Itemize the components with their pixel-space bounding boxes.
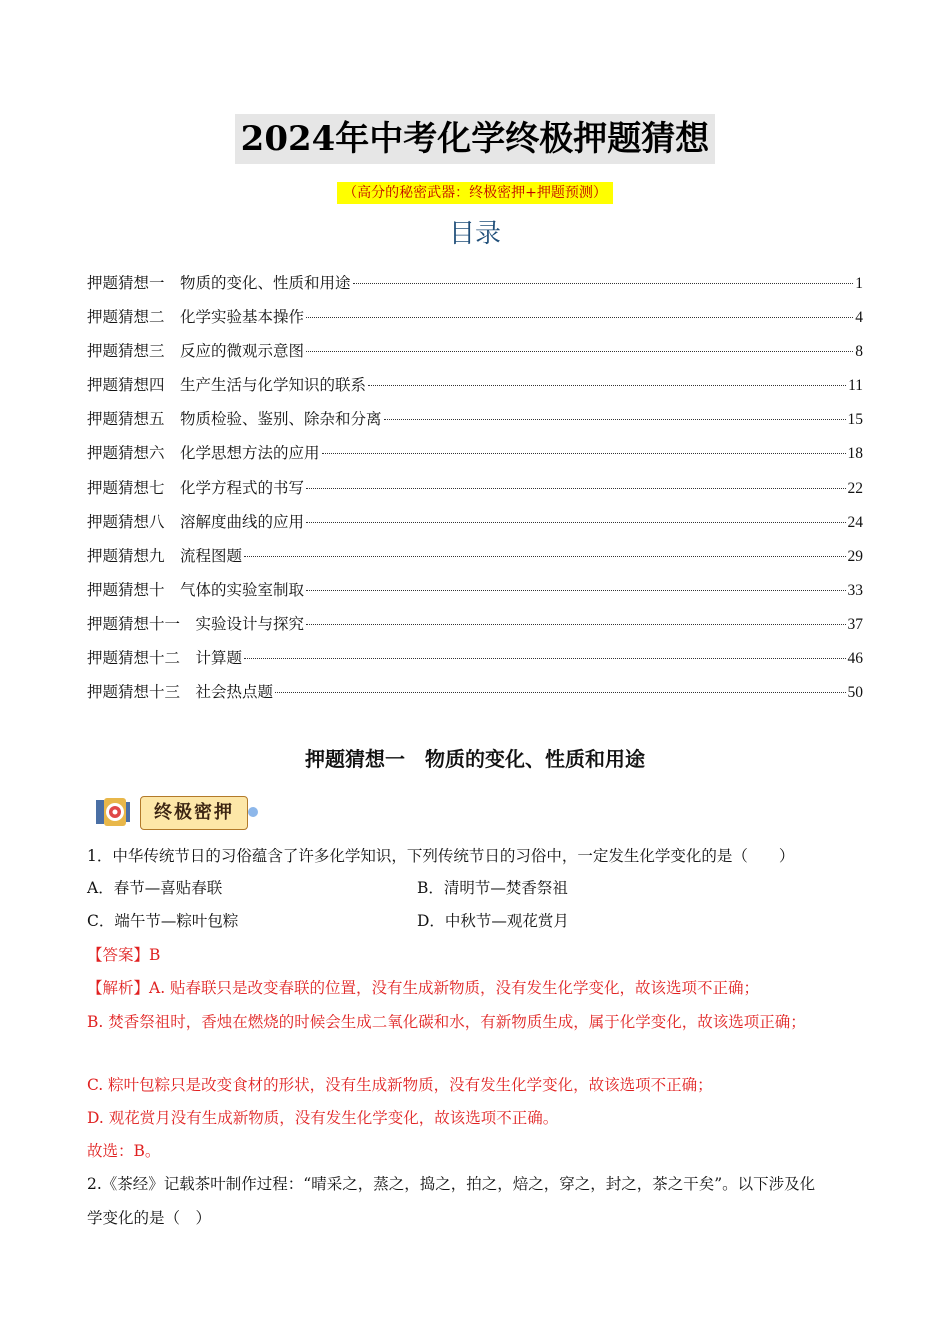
toc-entry-page: 46 bbox=[847, 650, 863, 668]
analysis-line-4: D. 观花赏月没有生成新物质，没有发生化学变化，故该选项不正确。 bbox=[87, 1109, 559, 1127]
toc-entry-page: 1 bbox=[855, 275, 863, 292]
toc-entry-page: 15 bbox=[847, 411, 863, 429]
toc-leader bbox=[322, 453, 846, 454]
page-title: 2024年中考化学终极押题猜想 bbox=[235, 114, 716, 164]
toc-leader bbox=[306, 317, 853, 318]
toc-entry-page: 37 bbox=[847, 615, 863, 633]
toc-entry-label: 押题猜想十三 社会热点题 bbox=[87, 683, 274, 702]
toc-entry-page: 18 bbox=[847, 445, 863, 463]
toc-entry-label: 押题猜想四 生产生活与化学知识的联系 bbox=[87, 376, 367, 395]
toc-entry[interactable] bbox=[87, 406, 863, 440]
toc-entry[interactable] bbox=[87, 577, 863, 611]
toc-leader bbox=[368, 385, 846, 386]
toc-entry-page: 29 bbox=[847, 547, 863, 565]
toc-entry[interactable] bbox=[87, 509, 863, 543]
toc-entry[interactable] bbox=[87, 440, 863, 474]
toc-entry-label: 押题猜想十一 实验设计与探究 bbox=[87, 614, 305, 633]
toc-entry-label: 押题猜想七 化学方程式的书写 bbox=[87, 478, 305, 497]
toc-entry[interactable] bbox=[87, 270, 863, 304]
answer: 【答案】B bbox=[87, 946, 161, 964]
analysis-line-1: 【解析】A. 贴春联只是改变春联的位置，没有生成新物质，没有发生化学变化，故该选项不正确； bbox=[87, 979, 760, 997]
toc-entry[interactable] bbox=[87, 611, 863, 645]
toc-entry-label: 押题猜想九 流程图题 bbox=[87, 546, 243, 565]
toc-entry-label: 押题猜想十二 计算题 bbox=[87, 649, 243, 668]
toc-entry-page: 8 bbox=[855, 343, 863, 361]
option-a[interactable]: A．春节—喜贴春联 bbox=[87, 879, 223, 897]
option-c[interactable]: C．端午节—粽叶包粽 bbox=[87, 912, 239, 930]
conclusion: 故选：B。 bbox=[87, 1142, 161, 1160]
question-2-stem-line-2: 学变化的是（ ） bbox=[87, 1209, 212, 1227]
page-subtitle: （高分的秘密武器：终极密押+押题预测） bbox=[337, 182, 613, 204]
title-wrap bbox=[0, 114, 950, 164]
toc-entry-label: 押题猜想五 物质检验、鉴别、除杂和分离 bbox=[87, 410, 382, 429]
toc-leader bbox=[306, 624, 845, 625]
toc-entry-label: 押题猜想八 溶解度曲线的应用 bbox=[87, 512, 305, 531]
banner-dot-icon bbox=[248, 807, 258, 817]
toc-leader bbox=[244, 658, 845, 659]
question-2-stem-line-1: 2.《茶经》记载茶叶制作过程：“晴采之，蒸之，捣之，拍之，焙之，穿之，封之，茶之干矣”。以下涉及化 bbox=[87, 1175, 816, 1193]
toc-entry[interactable] bbox=[87, 338, 863, 372]
toc-entry-page: 50 bbox=[847, 684, 863, 702]
toc-entry-label: 押题猜想二 化学实验基本操作 bbox=[87, 308, 305, 327]
toc-leader bbox=[353, 283, 854, 284]
toc-entry-label: 押题猜想六 化学思想方法的应用 bbox=[87, 444, 320, 463]
toc-leader bbox=[306, 351, 853, 352]
toc-leader bbox=[275, 692, 845, 693]
toc-entry[interactable] bbox=[87, 304, 863, 338]
toc-entry-label: 押题猜想三 反应的微观示意图 bbox=[87, 342, 305, 361]
toc-entry[interactable] bbox=[87, 372, 863, 406]
option-b[interactable]: B．清明节—焚香祭祖 bbox=[417, 879, 568, 897]
toc-leader bbox=[306, 522, 845, 523]
banner-label: 终极密押 bbox=[140, 796, 248, 830]
section-title: 押题猜想一 物质的变化、性质和用途 bbox=[305, 747, 645, 771]
toc-entry-page: 22 bbox=[847, 479, 863, 497]
toc-leader bbox=[306, 590, 845, 591]
toc-entry-label: 押题猜想十 气体的实验室制取 bbox=[87, 580, 305, 599]
toc-entry[interactable] bbox=[87, 543, 863, 577]
subtitle-wrap bbox=[0, 182, 950, 204]
toc-entry-page: 4 bbox=[855, 309, 863, 327]
toc-entry-page: 11 bbox=[848, 377, 863, 395]
toc-entry[interactable] bbox=[87, 645, 863, 679]
toc-leader bbox=[384, 419, 846, 420]
table-of-contents bbox=[87, 270, 863, 713]
toc-entry[interactable] bbox=[87, 475, 863, 509]
banner-badge-icon bbox=[92, 792, 138, 832]
section-banner bbox=[92, 792, 262, 832]
toc-entry[interactable] bbox=[87, 679, 863, 713]
toc-leader bbox=[244, 556, 845, 557]
analysis-line-3: C. 粽叶包粽只是改变食材的形状，没有生成新物质，没有发生化学变化，故该选项不正确； bbox=[87, 1076, 713, 1094]
toc-entry-page: 33 bbox=[847, 581, 863, 599]
toc-entry-page: 24 bbox=[847, 513, 863, 531]
toc-heading: 目录 bbox=[448, 219, 501, 249]
analysis-line-2: B. 焚香祭祖时，香烛在燃烧的时候会生成二氧化碳和水，有新物质生成，属于化学变化，故该选项正确； bbox=[87, 1013, 806, 1031]
toc-entry-label: 押题猜想一 物质的变化、性质和用途 bbox=[87, 274, 351, 292]
question-1-stem: 1．中华传统节日的习俗蕴含了许多化学知识，下列传统节日的习俗中，一定发生化学变化的是（ ） bbox=[87, 847, 795, 865]
toc-leader bbox=[306, 488, 845, 489]
option-d[interactable]: D．中秋节—观花赏月 bbox=[417, 912, 569, 930]
